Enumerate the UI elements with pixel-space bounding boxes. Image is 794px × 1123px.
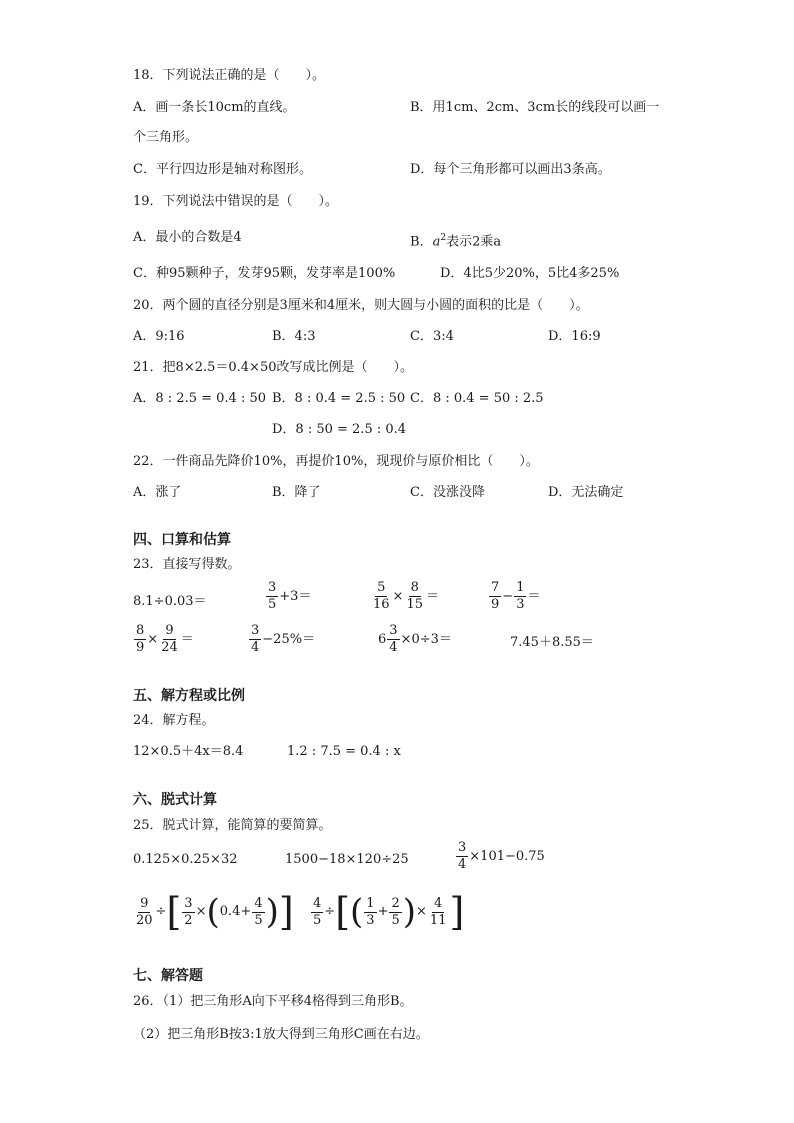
equation-2: 1.2 : 7.5 = 0.4 : x bbox=[287, 744, 401, 759]
calc-5: $\frac{4}{5}$ ÷ [ ( $\frac{1}{3}$ + $\frac{2}{5}$ ) × $\frac{4}{11}$ ] bbox=[313, 890, 465, 934]
q18-option-c[interactable]: C．平行四边形是轴对称图形。 bbox=[133, 162, 312, 177]
q19-option-b[interactable] bbox=[410, 228, 501, 252]
fraction: $\frac{4}{5}$ bbox=[254, 895, 263, 928]
fraction: $\frac{3}{4}$ bbox=[389, 623, 398, 655]
fraction: $\frac{1}{3}$ bbox=[516, 580, 525, 612]
q21-option-c[interactable]: C．8 : 0.4 = 50 : 2.5 bbox=[410, 391, 544, 406]
q22-stem: 22．一件商品先降价10%，再提价10%，现现价与原价相比（ ）。 bbox=[133, 454, 539, 469]
q20-option-d[interactable]: D．16:9 bbox=[548, 329, 601, 344]
q23-stem: 23．直接写得数。 bbox=[133, 557, 241, 572]
q21-option-d[interactable]: D．8 : 50 = 2.5 : 0.4 bbox=[272, 422, 407, 437]
q19-option-d[interactable]: D．4比5少20%，5比4多25% bbox=[440, 266, 620, 281]
section-4-title: 四、口算和估算 bbox=[133, 532, 231, 548]
fraction: $\frac{7}{9}$ bbox=[491, 580, 500, 612]
fraction: $\frac{1}{3}$ bbox=[366, 895, 375, 928]
q20-stem: 20．两个圆的直径分别是3厘米和4厘米，则大圆与小圆的面积的比是（ ）。 bbox=[133, 298, 589, 313]
q20-option-a[interactable]: A．9:16 bbox=[133, 329, 185, 344]
q20-option-c[interactable]: C．3:4 bbox=[410, 329, 454, 344]
q18-option-a[interactable]: A．画一条长10cm的直线。 bbox=[133, 100, 296, 115]
q21-stem: 21．把8×2.5＝0.4×50改写成比例是（ ）。 bbox=[133, 360, 413, 375]
section-6-title: 六、脱式计算 bbox=[133, 792, 217, 808]
left-bracket: [ bbox=[166, 890, 182, 934]
right-bracket: ] bbox=[449, 890, 465, 934]
q26-part-1: 26．（1）把三角形A向下平移4格得到三角形B。 bbox=[133, 994, 413, 1009]
q18-option-b[interactable]: B．用1cm、2cm、3cm长的线段可以画一 bbox=[410, 100, 660, 115]
left-bracket: [ bbox=[335, 890, 351, 934]
q19-stem: 19．下列说法中错误的是（ ）。 bbox=[133, 194, 339, 209]
right-paren: ) bbox=[402, 892, 417, 932]
fraction: $\frac{3}{4}$ bbox=[458, 840, 467, 872]
q19-option-b-prefix: B． bbox=[410, 234, 433, 250]
calc-3: $\frac{3}{4}$ ×101−0.75 bbox=[458, 840, 545, 872]
q19-option-a[interactable]: A．最小的合数是4 bbox=[133, 230, 242, 245]
fraction: $\frac{4}{5}$ bbox=[313, 895, 322, 928]
q18-option-b-continued: 个三角形。 bbox=[133, 130, 199, 145]
q25-stem: 25．脱式计算，能简算的要简算。 bbox=[133, 818, 332, 833]
q24-stem: 24．解方程。 bbox=[133, 713, 215, 728]
expr-1: 8.1÷0.03＝ bbox=[133, 594, 207, 609]
fraction: $\frac{3}{5}$ bbox=[268, 580, 277, 612]
expr-5: $\frac{8}{9}$ × $\frac{9}{24}$ ＝ bbox=[136, 623, 194, 655]
fraction: $\frac{5}{16}$ bbox=[373, 580, 390, 612]
fraction: $\frac{3}{2}$ bbox=[184, 895, 193, 928]
calc-4: $\frac{9}{20}$ ÷ [ $\frac{3}{2}$ × ( 0.4+ $\frac{4}{5}$ ) ] bbox=[136, 890, 294, 934]
calc-2: 1500−18×120÷25 bbox=[285, 852, 409, 867]
fraction: $\frac{9}{24}$ bbox=[161, 623, 178, 655]
right-bracket: ] bbox=[278, 890, 294, 934]
left-paren: ( bbox=[350, 892, 364, 932]
expr-4: $\frac{7}{9}$ − $\frac{1}{3}$ ＝ bbox=[491, 580, 541, 612]
fraction: $\frac{2}{5}$ bbox=[391, 895, 400, 928]
expr-2: $\frac{3}{5}$ +3＝ bbox=[268, 580, 312, 612]
q22-option-b[interactable]: B．降了 bbox=[272, 485, 321, 500]
fraction: $\frac{9}{20}$ bbox=[136, 895, 153, 928]
q22-option-c[interactable]: C．没涨没降 bbox=[410, 485, 485, 500]
q18-option-d[interactable]: D．每个三角形都可以画出3条高。 bbox=[410, 162, 611, 177]
section-5-title: 五、解方程或比例 bbox=[133, 688, 245, 704]
exponent: 2 bbox=[440, 233, 447, 243]
expr-6: $\frac{3}{4}$ −25%＝ bbox=[251, 623, 316, 655]
equation-1: 12×0.5＋4x＝8.4 bbox=[133, 744, 244, 759]
q19-option-b-text: 表示2乘a bbox=[446, 234, 502, 250]
calc-1: 0.125×0.25×32 bbox=[133, 852, 238, 867]
expr-8: 7.45＋8.55＝ bbox=[510, 635, 594, 650]
section-7-title: 七、解答题 bbox=[133, 968, 203, 984]
variable-a: a bbox=[432, 234, 441, 250]
q21-option-a[interactable]: A．8 : 2.5 = 0.4 : 50 bbox=[133, 391, 266, 406]
q18-stem: 18．下列说法正确的是（ ）。 bbox=[133, 68, 326, 83]
fraction: $\frac{8}{15}$ bbox=[406, 580, 423, 612]
fraction: $\frac{8}{9}$ bbox=[136, 623, 145, 655]
q26-part-2: （2）把三角形B按3:1放大得到三角形C画在右边。 bbox=[133, 1027, 429, 1042]
right-paren: ) bbox=[265, 892, 279, 932]
q22-option-a[interactable]: A．涨了 bbox=[133, 485, 182, 500]
expr-7: 6 $\frac{3}{4}$ ×0÷3＝ bbox=[378, 623, 452, 655]
expr-3: $\frac{5}{16}$ × $\frac{8}{15}$ ＝ bbox=[373, 580, 440, 612]
q22-option-d[interactable]: D．无法确定 bbox=[548, 485, 624, 500]
fraction: $\frac{4}{11}$ bbox=[429, 895, 447, 928]
q21-option-b[interactable]: B．8 : 0.4 = 2.5 : 50 bbox=[272, 391, 406, 406]
q19-option-c[interactable]: C．种95颗种子，发芽95颗，发芽率是100% bbox=[133, 266, 396, 281]
left-paren: ( bbox=[206, 892, 220, 932]
fraction: $\frac{3}{4}$ bbox=[251, 623, 260, 655]
q20-option-b[interactable]: B．4:3 bbox=[272, 329, 316, 344]
